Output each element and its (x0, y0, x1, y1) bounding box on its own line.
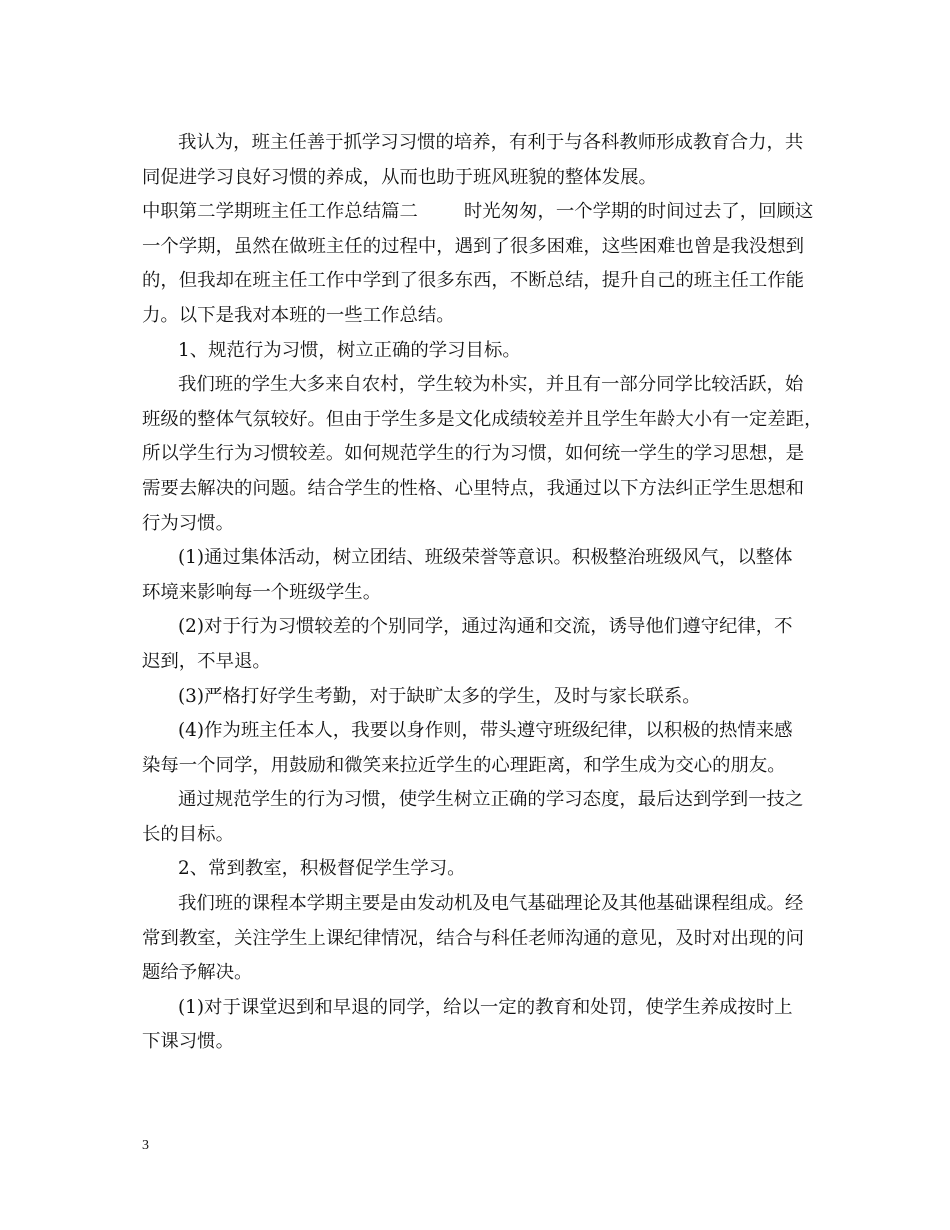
paragraph-line: 我们班的学生大多来自农村，学生较为朴实，并且有一部分同学比较活跃，始 (178, 374, 804, 396)
list-item-line: (1)通过集体活动，树立团结、班级荣誉等意识。积极整治班级风气，以整体 (178, 547, 793, 569)
paragraph-line: 行为习惯。 (142, 512, 234, 534)
list-item-line: (1)对于课堂迟到和早退的同学，给以一定的教育和处罚，使学生养成按时上 (178, 996, 793, 1018)
list-heading: 1、规范行为习惯，树立正确的学习目标。 (178, 339, 521, 361)
paragraph-line: 长的目标。 (142, 823, 234, 845)
section-heading: 中职第二学期班主任工作总结篇二 (142, 201, 418, 223)
paragraph-line: 的，但我却在班主任工作中学到了很多东西，不断总结，提升自己的班主任工作能 (142, 270, 805, 292)
paragraph-line: 题给予解决。 (142, 962, 253, 984)
list-item-line: 环境来影响每一个班级学生。 (142, 581, 382, 603)
list-item-line: 下课习惯。 (142, 1031, 234, 1053)
list-item-line: (3)严格打好学生考勤，对于缺旷太多的学生，及时与家长联系。 (178, 685, 701, 707)
list-heading: 2、常到教室，积极督促学生学习。 (178, 858, 466, 880)
list-item-line: (2)对于行为习惯较差的个别同学，通过沟通和交流，诱导他们遵守纪律，不 (178, 616, 793, 638)
page-number: 3 (142, 1138, 149, 1153)
paragraph-line: 我认为，班主任善于抓学习习惯的培养，有利于与各科教师形成教育合力，共 (178, 132, 804, 153)
paragraph-line: 通过规范学生的行为习惯，使学生树立正确的学习态度，最后达到学到一技之 (178, 789, 804, 811)
section-heading-line (142, 195, 822, 230)
list-item-line: (4)作为班主任本人，我要以身作则，带头遵守班级纪律，以积极的热情来感 (178, 720, 793, 742)
paragraph-line: 所以学生行为习惯较差。如何规范学生的行为习惯，如何统一学生的学习思想，是 (142, 443, 805, 465)
section-lead-text: 时光匆匆，一个学期的时间过去了，回顾这 (463, 201, 814, 223)
paragraph-line: 需要去解决的问题。结合学生的性格、心里特点，我通过以下方法纠正学生思想和 (142, 477, 805, 499)
paragraph-line: 同促进学习良好习惯的养成，从而也助于班风班貌的整体发展。 (142, 166, 657, 188)
list-item-line: 染每一个同学，用鼓励和微笑来拉近学生的心理距离，和学生成为交心的朋友。 (142, 754, 786, 776)
paragraph-line: 一个学期，虽然在做班主任的过程中，遇到了很多困难，这些困难也曾是我没想到 (142, 235, 805, 257)
paragraph-line: 我们班的课程本学期主要是由发动机及电气基础理论及其他基础课程组成。经 (178, 893, 804, 915)
paragraph-line: 常到教室，关注学生上课纪律情况，结合与科任老师沟通的意见，及时对出现的问 (142, 927, 805, 949)
list-item-line: 迟到，不早退。 (142, 650, 271, 672)
paragraph-line: 班级的整体气氛较好。但由于学生多是文化成绩较差并且学生年龄大小有一定差距， (142, 408, 823, 430)
paragraph-line: 力。以下是我对本班的一些工作总结。 (142, 304, 455, 326)
document-body (142, 126, 822, 1060)
